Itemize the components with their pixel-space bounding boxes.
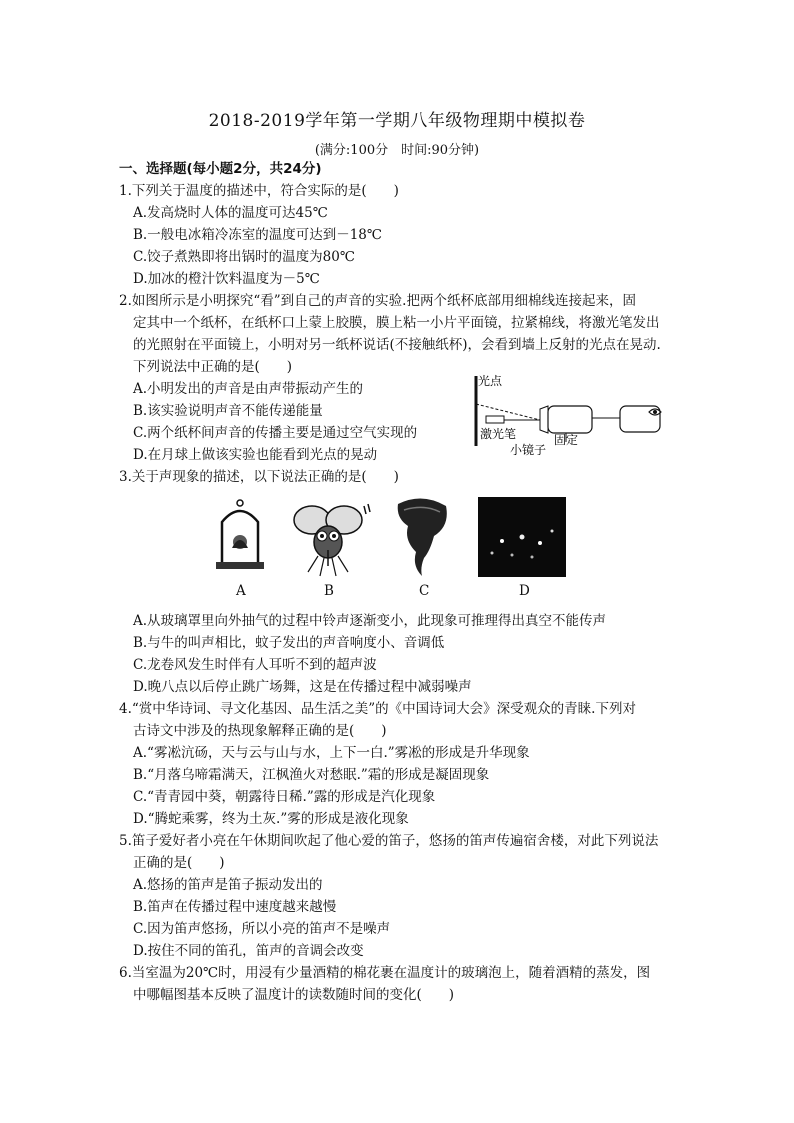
fixed-cup bbox=[548, 406, 592, 433]
tornado-figure bbox=[394, 496, 450, 582]
q4-option-d: D.“腾蛇乘雾，终为土灰.”雾的形成是液化现象 bbox=[133, 811, 409, 827]
q4-option-c: C.“青青园中葵，朝露待日稀.”露的形成是汽化现象 bbox=[133, 789, 436, 805]
figure-label-a: A bbox=[236, 583, 246, 599]
q5-stem-line1: 5.笛子爱好者小亮在午休期间吹起了他心爱的笛子，悠扬的笛声传遍宿舍楼，对此下列说法 bbox=[119, 833, 659, 849]
q3-option-a: A.从玻璃罩里向外抽气的过程中铃声逐渐变小，此现象可推理得出真空不能传声 bbox=[133, 613, 607, 629]
q1-option-c: C.饺子煮熟即将出锅时的温度为80℃ bbox=[133, 249, 355, 265]
q3-option-c: C.龙卷风发生时伴有人耳听不到的超声波 bbox=[133, 657, 377, 673]
q1-option-d: D.加冰的橙汁饮料温度为－5℃ bbox=[133, 271, 320, 287]
label-light-spot: 光点 bbox=[478, 374, 503, 388]
q4-option-b: B.“月落乌啼霜满天，江枫渔火对愁眠.”霜的形成是凝固现象 bbox=[133, 767, 490, 783]
q6-stem-line1: 6.当室温为20℃时，用浸有少量酒精的棉花裹在温度计的玻璃泡上，随着酒精的蒸发，图 bbox=[119, 965, 651, 981]
q2-option-d: D.在月球上做该实验也能看到光点的晃动 bbox=[133, 447, 378, 463]
q3-option-d: D.晚八点以后停止跳广场舞，这是在传播过程中减弱噪声 bbox=[133, 679, 472, 695]
q4-stem-line2: 古诗文中涉及的热现象解释正确的是( ) bbox=[133, 723, 387, 739]
page-title: 2018-2019学年第一学期八年级物理期中模拟卷 bbox=[208, 111, 586, 131]
label-mirror: 小镜子 bbox=[510, 443, 547, 457]
q2-stem-line1: 2.如图所示是小明探究“看”到自己的声音的实验.把两个纸杯底部用细棉线连接起来，固 bbox=[119, 293, 636, 309]
q2-stem-line4: 下列说法中正确的是( ) bbox=[133, 359, 293, 375]
q1-stem: 1.下列关于温度的描述中，符合实际的是( ) bbox=[119, 183, 399, 199]
q5-option-d: D.按住不同的笛孔，笛声的音调会改变 bbox=[133, 943, 364, 959]
q5-option-b: B.笛声在传播过程中速度越来越慢 bbox=[133, 899, 337, 915]
mosquito-figure bbox=[286, 496, 372, 582]
label-fixed: 固定 bbox=[554, 433, 579, 447]
q5-stem-line2: 正确的是( ) bbox=[133, 855, 225, 871]
q3-option-b: B.与牛的叫声相比，蚊子发出的声音响度小、音调低 bbox=[133, 635, 445, 651]
night-square-figure bbox=[478, 497, 566, 577]
q2-stem-line2: 定其中一个纸杯，在纸杯口上蒙上胶膜，膜上粘一小片平面镜，拉紧棉线，将激光笔发出 bbox=[133, 315, 660, 331]
laser-pen bbox=[486, 416, 504, 423]
q4-stem-line1: 4.“赏中华诗词、寻文化基因、品生活之美”的《中国诗词大会》深受观众的青睐.下列对 bbox=[119, 701, 636, 717]
bell-jar-figure bbox=[212, 496, 268, 576]
section-heading: 一、选择题(每小题2分，共24分) bbox=[119, 161, 322, 177]
figure-label-b: B bbox=[324, 583, 334, 599]
q5-option-a: A.悠扬的笛声是笛子振动发出的 bbox=[133, 877, 323, 893]
q2-option-a: A.小明发出的声音是由声带振动产生的 bbox=[133, 381, 364, 397]
q6-stem-line2: 中哪幅图基本反映了温度计的读数随时间的变化( ) bbox=[133, 987, 455, 1003]
figure-label-d: D bbox=[519, 583, 530, 599]
q3-stem: 3.关于声现象的描述，以下说法正确的是( ) bbox=[119, 469, 399, 485]
laser-cup-figure bbox=[470, 372, 670, 458]
q1-option-a: A.发高烧时人体的温度可达45℃ bbox=[133, 205, 328, 221]
q1-option-b: B.一般电冰箱冷冻室的温度可达到－18℃ bbox=[133, 227, 382, 243]
page-subtitle: (满分:100分 时间:90分钟) bbox=[314, 143, 480, 158]
q2-option-b: B.该实验说明声音不能传递能量 bbox=[133, 403, 323, 419]
q2-stem-line3: 的光照射在平面镜上，小明对另一纸杯说话(不接触纸杯)，会看到墙上反射的光点在晃动. bbox=[133, 337, 661, 353]
q5-option-c: C.因为笛声悠扬，所以小亮的笛声不是噪声 bbox=[133, 921, 391, 937]
q4-option-a: A.“雾凇沆砀，天与云与山与水，上下一白.”雾凇的形成是升华现象 bbox=[133, 745, 530, 761]
figure-label-c: C bbox=[419, 583, 430, 599]
eye-icon bbox=[647, 404, 663, 420]
mirror bbox=[540, 406, 548, 433]
q2-option-c: C.两个纸杯间声音的传播主要是通过空气实现的 bbox=[133, 425, 418, 441]
label-laser-pen: 激光笔 bbox=[480, 427, 517, 441]
